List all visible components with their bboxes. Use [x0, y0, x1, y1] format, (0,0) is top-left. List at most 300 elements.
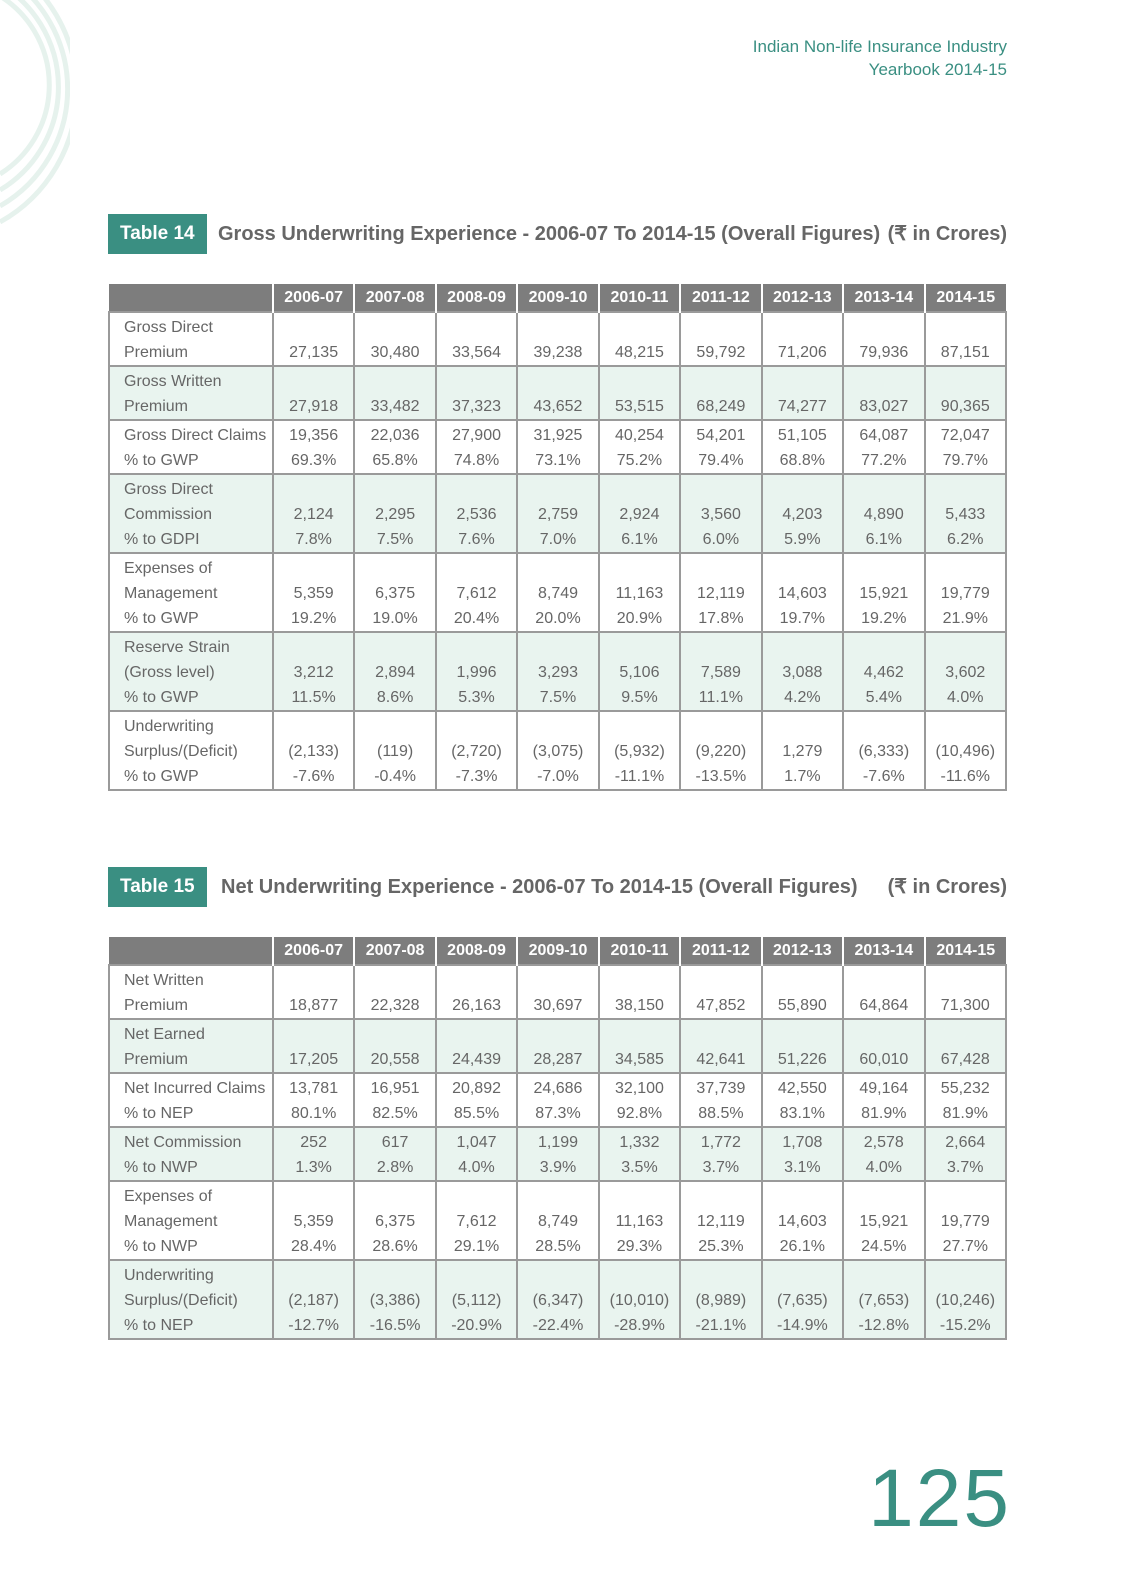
value-cell: [517, 366, 598, 420]
cell-amount: 1,708: [782, 1134, 823, 1151]
cell-amount: (6,347): [532, 1292, 584, 1309]
cell-percent: 7.8%: [295, 531, 332, 548]
cell-percent: -7.0%: [537, 768, 579, 785]
cell-amount: 22,328: [370, 997, 420, 1014]
cell-amount: (2,720): [451, 743, 502, 760]
cell-amount: 19,356: [289, 427, 339, 444]
cell-percent: 7.6%: [458, 531, 495, 548]
cell-percent: 80.1%: [290, 1105, 337, 1122]
value-cell: [925, 632, 1006, 711]
value-cell: [762, 965, 843, 1019]
cell-amount: 7,612: [456, 1213, 497, 1230]
value-cell: [517, 474, 598, 553]
cell-amount: 74,277: [777, 398, 827, 415]
cell-amount: 26,163: [452, 997, 501, 1014]
cell-percent: 85.5%: [453, 1105, 500, 1122]
cell-percent: 82.5%: [372, 1105, 418, 1122]
value-cell: [273, 1127, 354, 1181]
cell-percent: -15.2%: [939, 1317, 991, 1334]
cell-amount: 7,612: [456, 585, 497, 602]
value-cell: [273, 965, 354, 1019]
value-cell: [354, 312, 435, 366]
row-label: [109, 312, 273, 366]
value-cell: [273, 711, 354, 790]
cell-amount: 33,564: [452, 344, 501, 361]
value-cell: [599, 1127, 680, 1181]
cell-amount: 72,047: [940, 427, 990, 444]
value-cell: [680, 366, 761, 420]
cell-amount: 5,433: [945, 506, 986, 523]
cell-percent: 77.2%: [861, 452, 907, 469]
cell-amount: 22,036: [370, 427, 420, 444]
column-header: 2009-10: [517, 284, 598, 312]
row-label: [109, 965, 273, 1019]
cell-percent: 75.2%: [616, 452, 663, 469]
row-label-line: Management: [124, 585, 218, 602]
value-cell: [599, 965, 680, 1019]
value-cell: [273, 632, 354, 711]
cell-percent: 19.0%: [372, 610, 418, 627]
cell-amount: 30,697: [533, 997, 583, 1014]
value-cell: [925, 711, 1006, 790]
table-row: [109, 1019, 1006, 1073]
cell-percent: 17.8%: [698, 610, 744, 627]
cell-amount: (3,386): [369, 1292, 421, 1309]
cell-amount: 43,652: [533, 398, 583, 415]
column-header: 2013-14: [843, 284, 924, 312]
cell-amount: 16,951: [370, 1080, 420, 1097]
value-cell: [436, 474, 517, 553]
cell-percent: 88.5%: [698, 1105, 744, 1122]
page-number: 125: [868, 1453, 1011, 1544]
cell-amount: (6,333): [858, 743, 910, 760]
row-label: [109, 366, 273, 420]
cell-amount: 11,163: [615, 585, 664, 602]
cell-amount: 64,087: [859, 427, 909, 444]
row-label-line: % to GWP: [124, 768, 199, 785]
value-cell: [436, 553, 517, 632]
cell-percent: 1.3%: [295, 1159, 332, 1176]
value-cell: [843, 1181, 924, 1260]
value-cell: [599, 1073, 680, 1127]
value-cell: [680, 711, 761, 790]
value-cell: [843, 1073, 924, 1127]
table-14: [108, 284, 1007, 791]
table-row: [109, 366, 1006, 420]
row-label-line: Net Written: [124, 972, 204, 989]
value-cell: [599, 1260, 680, 1339]
cell-amount: 3,088: [782, 664, 823, 681]
row-label-line: % to GWP: [124, 689, 199, 706]
row-label: [109, 711, 273, 790]
value-cell: [762, 366, 843, 420]
cell-percent: -0.4%: [374, 768, 416, 785]
cell-percent: 4.2%: [784, 689, 821, 706]
value-cell: [436, 1127, 517, 1181]
value-cell: [762, 632, 843, 711]
cell-percent: 3.5%: [621, 1159, 658, 1176]
cell-amount: 4,890: [863, 506, 904, 523]
column-header: 2011-12: [680, 284, 761, 312]
table-15-caption: [108, 867, 1007, 907]
cell-percent: 29.1%: [453, 1238, 500, 1255]
cell-amount: 59,792: [696, 344, 746, 361]
value-cell: [273, 1073, 354, 1127]
value-cell: [925, 1181, 1006, 1260]
value-cell: [599, 312, 680, 366]
cell-percent: 19.7%: [779, 610, 826, 627]
value-cell: [925, 1127, 1006, 1181]
cell-amount: 3,212: [293, 664, 334, 681]
row-label: [109, 1073, 273, 1127]
row-label-line: % to NEP: [124, 1105, 194, 1122]
cell-percent: 11.1%: [698, 689, 743, 706]
table-14-block: [108, 214, 1007, 785]
value-cell: [517, 1260, 598, 1339]
row-label-line: Underwriting: [124, 718, 214, 735]
row-label-line: Net Commission: [124, 1134, 242, 1151]
cell-percent: 11.5%: [291, 689, 336, 706]
cell-amount: 1,047: [456, 1134, 497, 1151]
value-cell: [925, 366, 1006, 420]
table-14-tag: Table 14: [108, 214, 207, 254]
cell-amount: 34,585: [614, 1051, 664, 1068]
cell-percent: 5.9%: [784, 531, 821, 548]
cell-amount: (10,010): [609, 1292, 670, 1309]
table-row: [109, 632, 1006, 711]
value-cell: [925, 965, 1006, 1019]
value-cell: [354, 1073, 435, 1127]
cell-amount: 60,010: [859, 1051, 909, 1068]
value-cell: [925, 1019, 1006, 1073]
column-header: 2014-15: [925, 284, 1006, 312]
value-cell: [762, 312, 843, 366]
value-cell: [843, 965, 924, 1019]
cell-percent: 19.2%: [861, 610, 907, 627]
cell-amount: 39,238: [533, 344, 583, 361]
cell-percent: 28.5%: [535, 1238, 581, 1255]
row-label: [109, 474, 273, 553]
cell-amount: (7,653): [858, 1292, 910, 1309]
column-header: 2009-10: [517, 937, 598, 965]
value-cell: [273, 474, 354, 553]
value-cell: [680, 474, 761, 553]
cell-amount: (10,246): [935, 1292, 996, 1309]
table-15-block: [108, 867, 1007, 1334]
value-cell: [925, 474, 1006, 553]
value-cell: [843, 474, 924, 553]
row-label-line: (Gross level): [124, 664, 215, 681]
cell-amount: 68,249: [696, 398, 746, 415]
cell-percent: -12.7%: [288, 1317, 339, 1334]
row-label-line: Expenses of: [124, 1188, 213, 1205]
value-cell: [436, 1073, 517, 1127]
value-cell: [436, 1181, 517, 1260]
row-label-line: Premium: [124, 1051, 189, 1068]
row-label-line: Gross Direct: [124, 481, 213, 498]
cell-percent: 2.8%: [376, 1159, 414, 1176]
table-14-caption: [108, 214, 1007, 254]
cell-amount: 252: [300, 1134, 327, 1151]
cell-amount: 2,664: [945, 1134, 986, 1151]
cell-amount: 15,921: [859, 585, 909, 602]
cell-amount: 38,150: [614, 997, 664, 1014]
table-row: [109, 553, 1006, 632]
cell-percent: 1.7%: [784, 768, 821, 785]
cell-amount: (5,932): [614, 743, 665, 760]
row-label: [109, 1181, 273, 1260]
cell-percent: -16.5%: [369, 1317, 421, 1334]
cell-percent: -21.1%: [695, 1317, 747, 1334]
cell-amount: 48,215: [614, 344, 664, 361]
value-cell: [762, 1127, 843, 1181]
column-header: 2008-09: [436, 937, 517, 965]
cell-percent: 87.3%: [535, 1105, 581, 1122]
table-row: [109, 1260, 1006, 1339]
cell-amount: 1,996: [456, 664, 497, 681]
cell-amount: 30,480: [370, 344, 420, 361]
table-row: [109, 420, 1006, 474]
corner-cell: [109, 284, 273, 312]
column-header: 2007-08: [354, 284, 435, 312]
row-label-line: Net Incurred Claims: [124, 1080, 266, 1097]
cell-amount: 3,293: [537, 664, 579, 681]
value-cell: [273, 366, 354, 420]
cell-amount: 51,226: [777, 1051, 827, 1068]
row-label-line: % to GWP: [124, 452, 199, 469]
cell-percent: 79.4%: [698, 452, 744, 469]
value-cell: [680, 1127, 761, 1181]
header-row: [109, 937, 1006, 965]
cell-percent: 73.1%: [535, 452, 581, 469]
cell-amount: 8,749: [537, 585, 579, 602]
cell-percent: 21.9%: [942, 610, 988, 627]
cell-amount: 2,924: [619, 506, 660, 523]
value-cell: [762, 1181, 843, 1260]
cell-amount: 83,027: [859, 398, 909, 415]
column-header: 2014-15: [925, 937, 1006, 965]
cell-percent: 81.9%: [861, 1105, 907, 1122]
cell-amount: 18,877: [289, 997, 339, 1014]
value-cell: [436, 632, 517, 711]
cell-amount: 51,105: [777, 427, 827, 444]
cell-percent: 25.3%: [698, 1238, 744, 1255]
cell-percent: -28.9%: [614, 1317, 665, 1334]
table-15: [108, 937, 1007, 1340]
cell-percent: 3.7%: [702, 1159, 740, 1176]
cell-percent: 3.7%: [947, 1159, 984, 1176]
table-row: [109, 474, 1006, 553]
value-cell: [680, 632, 761, 711]
corner-cell: [109, 937, 273, 965]
value-cell: [517, 312, 598, 366]
row-label-line: Gross Written: [124, 373, 222, 390]
cell-amount: 5,106: [619, 664, 660, 681]
cell-percent: 79.7%: [942, 452, 988, 469]
cell-percent: 68.8%: [779, 452, 826, 469]
value-cell: [354, 420, 435, 474]
cell-amount: 1,279: [782, 743, 823, 760]
cell-amount: 79,936: [859, 344, 909, 361]
cell-percent: 28.6%: [372, 1238, 418, 1255]
cell-amount: 24,439: [452, 1051, 501, 1068]
cell-amount: 7,589: [700, 664, 741, 681]
cell-percent: 83.1%: [779, 1105, 826, 1122]
value-cell: [843, 1127, 924, 1181]
cell-percent: 19.2%: [290, 610, 337, 627]
cell-percent: 6.1%: [865, 531, 903, 548]
cell-amount: 19,779: [940, 585, 990, 602]
value-cell: [436, 420, 517, 474]
value-cell: [599, 474, 680, 553]
value-cell: [843, 420, 924, 474]
row-label-line: Expenses of: [124, 560, 213, 577]
value-cell: [436, 965, 517, 1019]
cell-amount: 33,482: [370, 398, 420, 415]
cell-percent: -7.6%: [292, 768, 335, 785]
column-header: 2012-13: [762, 284, 843, 312]
table-row: [109, 711, 1006, 790]
value-cell: [925, 1073, 1006, 1127]
value-cell: [843, 1019, 924, 1073]
value-cell: [762, 553, 843, 632]
cell-percent: 29.3%: [616, 1238, 663, 1255]
cell-amount: 6,375: [375, 585, 416, 602]
cell-amount: (7,635): [777, 1292, 828, 1309]
row-label-line: % to NEP: [124, 1317, 194, 1334]
row-label-line: % to GWP: [124, 610, 199, 627]
cell-percent: 69.3%: [290, 452, 337, 469]
cell-percent: 7.0%: [539, 531, 577, 548]
cell-amount: 54,201: [696, 427, 746, 444]
cell-amount: 17,205: [289, 1051, 339, 1068]
cell-amount: 2,894: [375, 664, 416, 681]
value-cell: [843, 553, 924, 632]
table-row: [109, 1127, 1006, 1181]
row-label: [109, 632, 273, 711]
cell-amount: 37,323: [452, 398, 501, 415]
value-cell: [354, 1181, 435, 1260]
cell-amount: 55,890: [777, 997, 827, 1014]
cell-amount: 617: [381, 1134, 409, 1151]
cell-amount: (2,187): [288, 1292, 339, 1309]
value-cell: [925, 420, 1006, 474]
cell-percent: 65.8%: [372, 452, 418, 469]
column-header: 2010-11: [599, 937, 680, 965]
value-cell: [436, 711, 517, 790]
cell-amount: 5,359: [293, 585, 334, 602]
cell-amount: (10,496): [935, 743, 996, 760]
cell-amount: 71,300: [940, 997, 990, 1014]
table-row: [109, 965, 1006, 1019]
cell-percent: 6.0%: [702, 531, 740, 548]
cell-percent: 26.1%: [779, 1238, 826, 1255]
value-cell: [762, 1260, 843, 1339]
cell-percent: 9.5%: [621, 689, 658, 706]
cell-amount: 2,578: [863, 1134, 904, 1151]
row-label: [109, 553, 273, 632]
cell-amount: 2,124: [293, 506, 334, 523]
cell-amount: 42,641: [696, 1051, 746, 1068]
cell-amount: 28,287: [533, 1051, 583, 1068]
cell-percent: 4.0%: [947, 689, 984, 706]
cell-amount: (5,112): [451, 1292, 502, 1309]
column-header: 2013-14: [843, 937, 924, 965]
row-label-line: % to NWP: [124, 1238, 198, 1255]
cell-amount: 14,603: [777, 585, 827, 602]
row-label: [109, 420, 273, 474]
cell-amount: 4,462: [863, 664, 904, 681]
cell-amount: 15,921: [859, 1213, 909, 1230]
cell-percent: 6.2%: [947, 531, 984, 548]
cell-amount: 24,686: [533, 1080, 583, 1097]
cell-amount: 8,749: [537, 1213, 579, 1230]
row-label-line: Management: [124, 1213, 218, 1230]
table-15-tag: Table 15: [108, 867, 207, 907]
row-label-line: Underwriting: [124, 1267, 214, 1284]
table-row: [109, 312, 1006, 366]
table-14-title: Gross Underwriting Experience - 2006-07 To 2014-15 (Overall Figures): [218, 223, 881, 245]
row-label: [109, 1019, 273, 1073]
value-cell: [680, 312, 761, 366]
value-cell: [273, 1019, 354, 1073]
cell-percent: -12.8%: [858, 1317, 910, 1334]
table-14-unit: (₹ in Crores): [887, 223, 1007, 245]
cell-amount: 64,864: [859, 997, 909, 1014]
table-row: [109, 1073, 1006, 1127]
value-cell: [925, 312, 1006, 366]
cell-amount: 1,332: [619, 1134, 660, 1151]
value-cell: [925, 1260, 1006, 1339]
cell-amount: 49,164: [859, 1080, 909, 1097]
cell-percent: 5.4%: [865, 689, 903, 706]
row-label-line: Premium: [124, 344, 189, 361]
value-cell: [680, 1073, 761, 1127]
cell-percent: 5.3%: [458, 689, 495, 706]
cell-amount: 12,119: [697, 1213, 745, 1230]
value-cell: [517, 711, 598, 790]
cell-percent: -22.4%: [532, 1317, 584, 1334]
value-cell: [599, 420, 680, 474]
header-line-1: Indian Non-life Insurance Industry: [752, 37, 1007, 56]
value-cell: [843, 312, 924, 366]
cell-amount: 55,232: [940, 1080, 990, 1097]
value-cell: [843, 366, 924, 420]
value-cell: [762, 711, 843, 790]
cell-percent: 27.7%: [942, 1238, 988, 1255]
running-header: [753, 35, 1007, 81]
cell-amount: 47,852: [696, 997, 746, 1014]
header-row: [109, 284, 1006, 312]
cell-amount: 13,781: [289, 1080, 339, 1097]
column-header: 2007-08: [354, 937, 435, 965]
value-cell: [517, 553, 598, 632]
cell-amount: 3,560: [700, 506, 741, 523]
cell-percent: -11.1%: [614, 768, 665, 785]
cell-amount: 1,772: [700, 1134, 741, 1151]
value-cell: [680, 553, 761, 632]
table-row: [109, 1181, 1006, 1260]
decorative-arcs: [0, 0, 70, 230]
cell-amount: 31,925: [533, 427, 583, 444]
cell-percent: 4.0%: [865, 1159, 903, 1176]
value-cell: [436, 366, 517, 420]
value-cell: [517, 1127, 598, 1181]
cell-amount: 14,603: [777, 1213, 827, 1230]
cell-percent: 28.4%: [290, 1238, 337, 1255]
value-cell: [599, 632, 680, 711]
cell-amount: (119): [377, 743, 414, 760]
